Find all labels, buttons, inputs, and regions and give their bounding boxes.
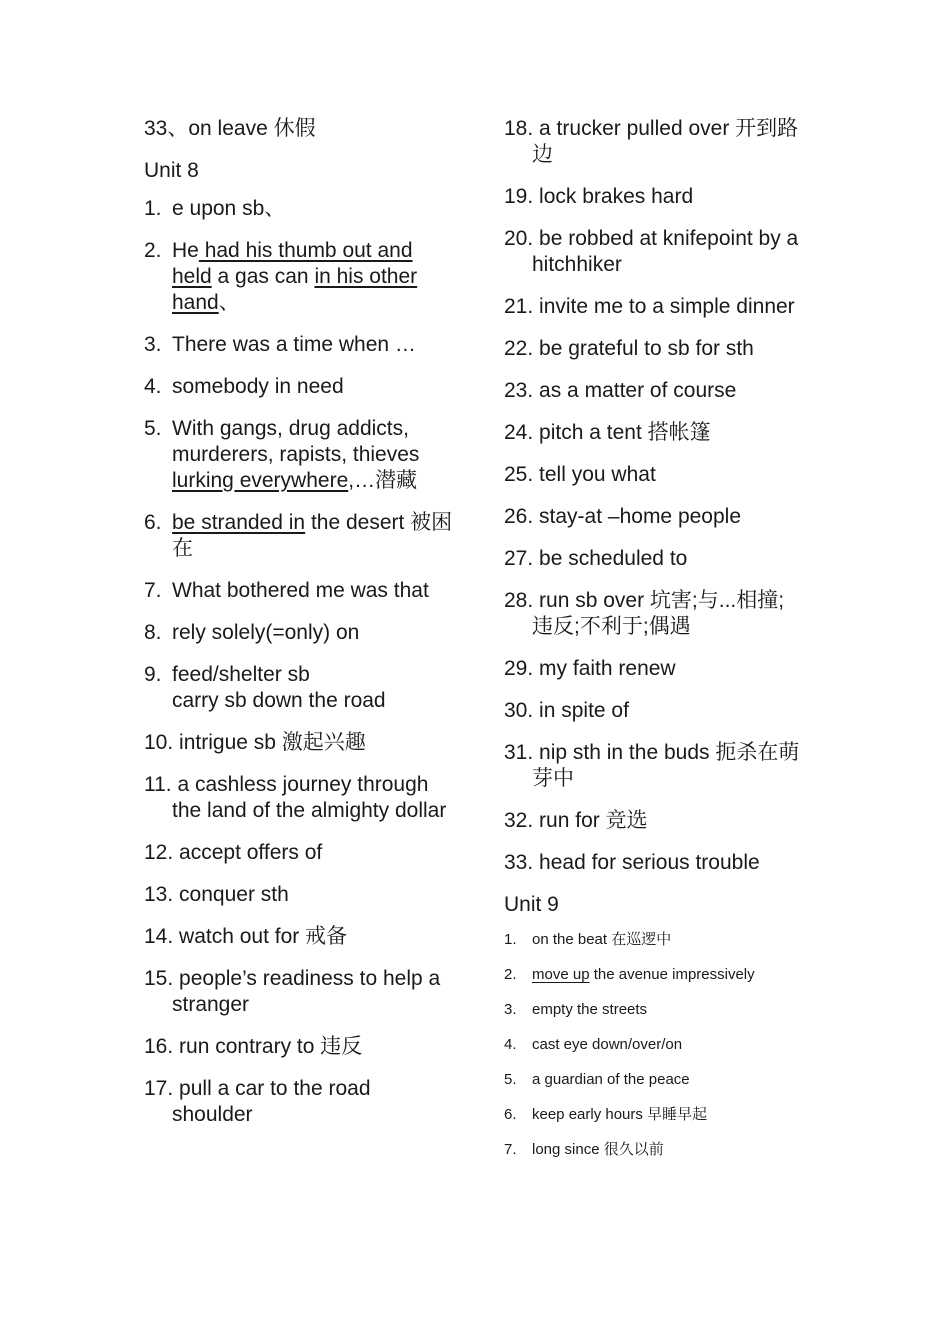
list-item: 14. watch out for 戒备 [144, 925, 348, 948]
unit-8-heading: Unit 8 [144, 159, 199, 182]
list-item: 12. accept offers of [144, 841, 323, 864]
list-item: 27. be scheduled to [504, 547, 688, 570]
list-item: 6. be stranded in the desert 被困在 [144, 511, 453, 560]
list-item: 4. somebody in need [144, 375, 344, 398]
list-item: 10. intrigue sb 激起兴趣 [144, 731, 366, 754]
list-item: 7. long since 很久以前 [504, 1141, 664, 1158]
list-item: 20. be robbed at knifepoint by a hitchhiker [504, 227, 799, 276]
list-item: 16. run contrary to 违反 [144, 1035, 363, 1058]
list-item: 32. run for 竞选 [504, 809, 648, 832]
unit-9-heading: Unit 9 [504, 893, 559, 916]
list-item: 4. cast eye down/over/on [504, 1036, 683, 1053]
list-item: 23. as a matter of course [504, 379, 737, 402]
list-item: 28. run sb over 坑害;与...相撞;违反;不利于;偶遇 [504, 589, 785, 638]
item-33-on-leave: 33、on leave 休假 [144, 117, 316, 140]
list-item: 1. e upon sb、 [144, 197, 286, 220]
list-item: 22. be grateful to sb for sth [504, 337, 754, 360]
list-item: 8. rely solely(=only) on [144, 621, 360, 644]
list-item: 33. head for serious trouble [504, 851, 760, 874]
list-item: 3. There was a time when … [144, 333, 416, 356]
list-item: 21. invite me to a simple dinner [504, 295, 795, 318]
list-item: 13. conquer sth [144, 883, 289, 906]
unit-9-list [504, 930, 804, 1160]
list-item: 18. a trucker pulled over 开到路边 [504, 117, 799, 166]
list-item: 7. What bothered me was that [144, 579, 429, 602]
list-item: 19. lock brakes hard [504, 185, 694, 208]
list-item: 31. nip sth in the buds 扼杀在萌芽中 [504, 741, 800, 790]
right-column [504, 116, 804, 1175]
left-column [144, 116, 454, 1144]
list-item: 5. a guardian of the peace [504, 1071, 690, 1088]
list-item: 24. pitch a tent 搭帐篷 [504, 421, 711, 444]
list-item: 3. empty the streets [504, 1001, 648, 1018]
list-item: 30. in spite of [504, 699, 629, 722]
list-item: 1. on the beat 在巡逻中 [504, 931, 672, 948]
list-item: 9. feed/shelter sb carry sb down the road [144, 663, 386, 712]
list-item: 2. He had his thumb out and held a gas can in his other hand、 [144, 239, 418, 314]
list-item: 15. people’s readiness to help a stranger [144, 967, 441, 1016]
list-item: 5. With gangs, drug addicts, murderers, rapists, thieves lurking everywhere,…潜藏 [144, 417, 420, 492]
list-item: 6. keep early hours 早睡早起 [504, 1106, 708, 1123]
list-item: 11. a cashless journey through the land of the almighty dollar [144, 773, 447, 822]
list-item: 26. stay-at –home people [504, 505, 742, 528]
list-item: 29. my faith renew [504, 657, 676, 680]
list-item: 17. pull a car to the road shoulder [144, 1077, 371, 1126]
list-item: 25. tell you what [504, 463, 656, 486]
list-item: 2. move up the avenue impressively [504, 966, 755, 983]
